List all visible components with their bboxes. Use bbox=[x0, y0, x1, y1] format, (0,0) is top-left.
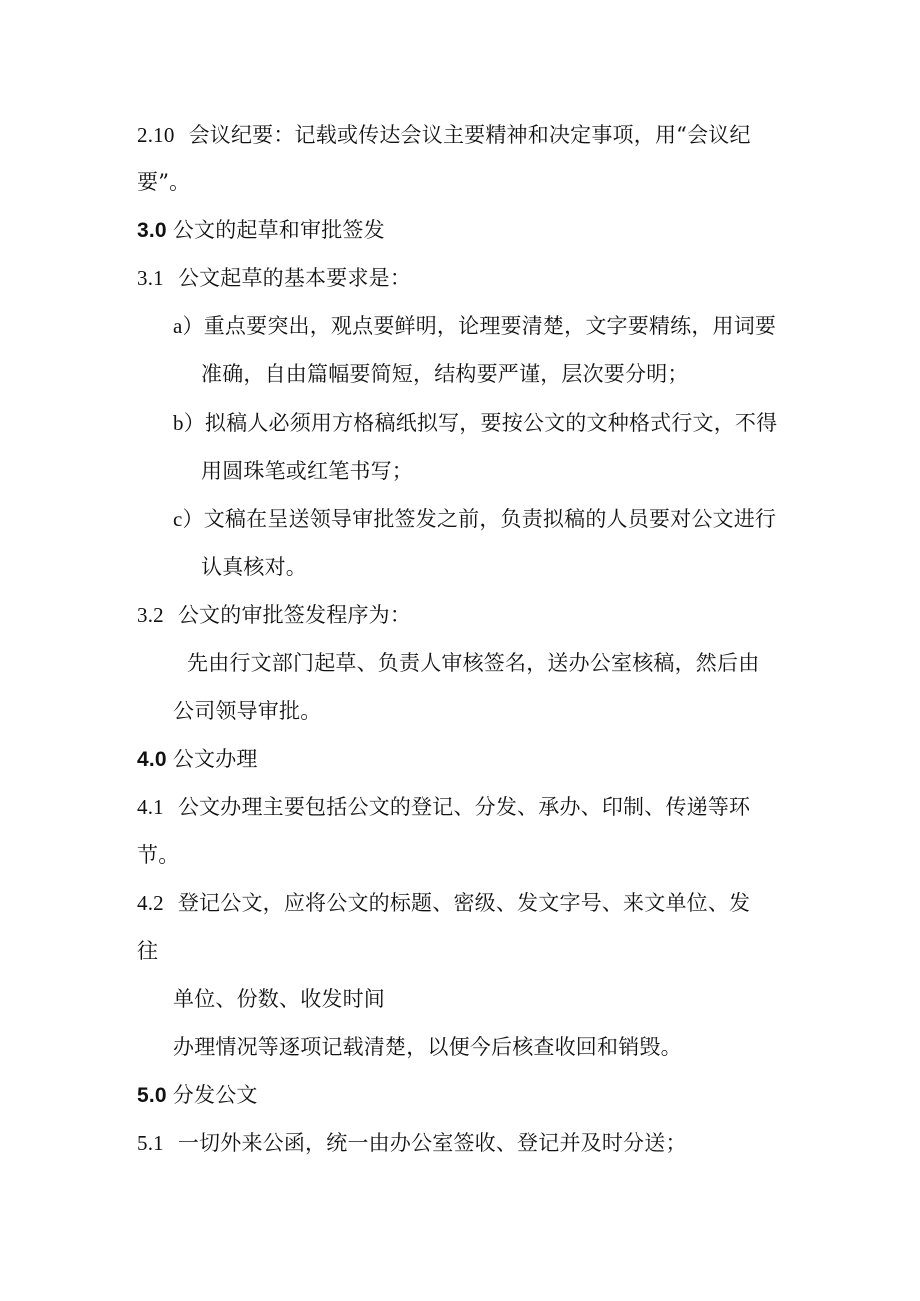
list-text: 重点要突出，观点要鲜明，论理要清楚，文字要精练，用词要 bbox=[203, 314, 777, 338]
heading-5-0 bbox=[137, 1081, 258, 1110]
list-text: 认真核对。 bbox=[201, 555, 307, 579]
section-number: 4.0 bbox=[137, 748, 167, 771]
paragraph-4-2-line-4 bbox=[173, 1033, 682, 1061]
paragraph-5-1 bbox=[137, 1129, 687, 1157]
list-text: 准确，自由篇幅要简短，结构要严谨，层次要分明； bbox=[201, 362, 689, 386]
list-marker: b） bbox=[173, 411, 205, 435]
paragraph-text: 节。 bbox=[137, 843, 180, 867]
paragraph-text: 公文起草的基本要求是： bbox=[177, 266, 412, 290]
paragraph-text: 公文的审批签发程序为： bbox=[177, 603, 412, 627]
heading-3-0 bbox=[137, 216, 385, 245]
section-number: 4.1 bbox=[137, 795, 164, 819]
section-number: 5.1 bbox=[137, 1131, 164, 1155]
list-marker: a） bbox=[173, 314, 204, 338]
section-title: 公文办理 bbox=[172, 747, 258, 771]
list-text: 用圆珠笔或红笔书写； bbox=[201, 459, 413, 483]
paragraph-3-2-body-cont bbox=[173, 697, 321, 725]
list-item-b bbox=[173, 409, 777, 437]
paragraph-4-2-line-3 bbox=[173, 985, 385, 1013]
paragraph-text: 往 bbox=[137, 939, 159, 963]
paragraph-text: 单位、份数、收发时间 bbox=[173, 987, 385, 1011]
heading-4-0 bbox=[137, 745, 258, 774]
paragraph-2-10 bbox=[137, 121, 751, 149]
paragraph-3-1 bbox=[137, 264, 411, 292]
paragraph-4-2 bbox=[137, 889, 750, 917]
list-text: 拟稿人必须用方格稿纸拟写，要按公文的文种格式行文，不得 bbox=[204, 411, 778, 435]
list-text: 文稿在呈送领导审批签发之前，负责拟稿的人员要对公文进行 bbox=[203, 507, 777, 531]
paragraph-text: 会议纪要：记载或传达会议主要精神和决定事项，用“会议纪 bbox=[188, 123, 751, 147]
list-item-b-cont bbox=[201, 457, 413, 485]
section-number: 3.0 bbox=[137, 219, 167, 242]
section-number: 4.2 bbox=[137, 891, 164, 915]
paragraph-text: 要”。 bbox=[137, 170, 191, 194]
list-item-c-cont bbox=[201, 553, 307, 581]
paragraph-text: 公文办理主要包括公文的登记、分发、承办、印制、传递等环 bbox=[177, 795, 751, 819]
section-title: 公文的起草和审批签发 bbox=[172, 218, 385, 242]
paragraph-text: 一切外来公函，统一由办公室签收、登记并及时分送； bbox=[177, 1131, 687, 1155]
list-item-a bbox=[173, 312, 776, 340]
section-number: 5.0 bbox=[137, 1084, 167, 1107]
paragraph-text: 办理情况等逐项记载清楚，以便今后核查收回和销毁。 bbox=[173, 1035, 682, 1059]
paragraph-3-2 bbox=[137, 601, 411, 629]
section-number: 2.10 bbox=[137, 123, 175, 147]
list-marker: c） bbox=[173, 507, 204, 531]
section-title: 分发公文 bbox=[172, 1083, 258, 1107]
paragraph-3-2-body bbox=[187, 649, 759, 677]
paragraph-4-1 bbox=[137, 793, 750, 821]
section-number: 3.2 bbox=[137, 603, 164, 627]
paragraph-4-1-cont bbox=[137, 841, 179, 869]
paragraph-4-2-cont bbox=[137, 937, 158, 965]
list-item-a-cont bbox=[201, 360, 689, 388]
paragraph-text: 公司领导审批。 bbox=[173, 699, 322, 723]
paragraph-text: 先由行文部门起草、负责人审核签名，送办公室核稿，然后由 bbox=[187, 651, 760, 675]
list-item-c bbox=[173, 505, 776, 533]
paragraph-text: 登记公文，应将公文的标题、密级、发文字号、来文单位、发 bbox=[177, 891, 751, 915]
paragraph-2-10-cont bbox=[137, 168, 190, 196]
section-number: 3.1 bbox=[137, 266, 164, 290]
